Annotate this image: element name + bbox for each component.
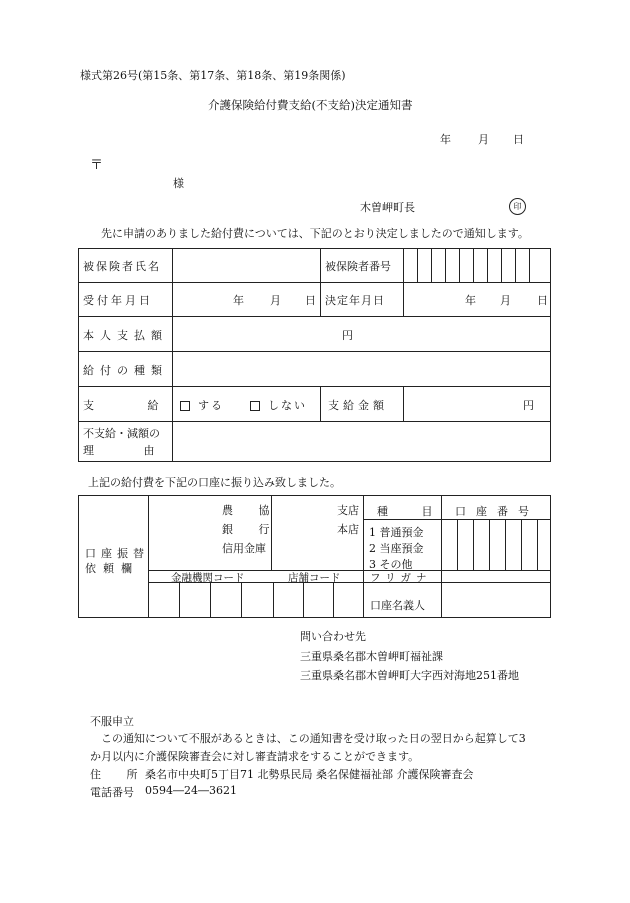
receipt-month: 月 (270, 294, 281, 307)
type-2: 2 当座預金 (369, 542, 424, 555)
branch-code-label: 店舗コード (288, 572, 341, 584)
account-number-header: 口座番号 (455, 505, 539, 518)
receipt-day: 日 (305, 294, 316, 307)
insured-number-label: 被保険者番号 (325, 260, 391, 273)
form-number: 様式第26号(第15条、第17条、第18条、第19条関係) (80, 69, 346, 82)
appeal-phone-label: 電話番号 (90, 786, 134, 799)
contact-address: 三重県桑名郡木曽岬町大字西対海地251番地 (300, 669, 519, 682)
payment-amount-label: 支給金額 (328, 399, 388, 412)
appeal-phone-value: 0594―24―3621 (145, 784, 237, 797)
payment-option-yes[interactable]: する (180, 397, 224, 413)
postal-mark: 〒 (90, 158, 104, 173)
intro-text: 先に申請のありました給付費については、下記のとおり決定しましたので通知します。 (101, 227, 529, 240)
contact-label: 問い合わせ先 (300, 630, 366, 643)
inst-credit: 信用金庫 (222, 542, 266, 555)
row-label-line2: 依頼欄 (85, 562, 139, 575)
date-day: 日 (513, 133, 524, 146)
date-year: 年 (440, 133, 451, 146)
self-payment-label: 本人支払額 (83, 329, 168, 342)
receipt-date-label: 受付年月日 (83, 294, 153, 307)
type-1: 1 普通預金 (369, 526, 424, 539)
decision-month: 月 (500, 294, 511, 307)
payment-label: 支 給 (83, 399, 159, 412)
decision-date-label: 決定年月日 (325, 294, 385, 307)
benefit-type-label: 給付の種類 (83, 364, 168, 377)
decision-day: 日 (537, 294, 548, 307)
payment-amount-yen: 円 (523, 399, 534, 412)
type-header: 種 目 (377, 505, 433, 518)
branch-honten: 本店 (337, 523, 359, 536)
institution-code-label: 金融機関コード (171, 572, 245, 584)
appeal-heading: 不服申立 (90, 715, 134, 728)
self-payment-yen: 円 (342, 329, 353, 342)
checkbox-yes[interactable] (180, 401, 190, 411)
appeal-address-label: 住 所 (90, 768, 138, 781)
decision-year: 年 (465, 294, 476, 307)
branch-shiten: 支店 (337, 504, 359, 517)
contact-office: 三重県桑名郡木曽岬町福祉課 (300, 650, 443, 663)
account-holder-label: 口座名義人 (370, 599, 425, 612)
honorific: 様 (173, 177, 184, 190)
appeal-address-value: 桑名市中央町5丁目71 北勢県民局 桑名保健福祉部 介護保険審査会 (145, 768, 474, 781)
reason-label-line2: 理 由 (83, 444, 155, 457)
payment-option-no[interactable]: しない (250, 397, 307, 413)
receipt-year: 年 (233, 294, 244, 307)
inst-nokyo: 農 協 (222, 504, 270, 517)
row-label-line1: 口座振替 (85, 547, 149, 560)
appeal-text-1: この通知について不服があるときは、この通知書を受け取った日の翌日から起算して3 (101, 732, 526, 745)
furigana-label: フリガナ (370, 572, 432, 584)
checkbox-no[interactable] (250, 401, 260, 411)
seal-stamp: 印 (509, 198, 526, 215)
inst-bank: 銀 行 (222, 523, 270, 536)
appeal-text-2: か月以内に介護保険審査会に対し審査請求をすることができます。 (90, 750, 420, 763)
reason-label-line1: 不支給・減額の (83, 427, 160, 440)
type-3: 3 その他 (369, 558, 413, 571)
transfer-sentence: 上記の給付費を下記の口座に振り込み致しました。 (88, 476, 341, 489)
issuer: 木曽岬町長 (360, 201, 415, 214)
date-month: 月 (478, 133, 489, 146)
page-title: 介護保険給付費支給(不支給)決定通知書 (208, 98, 413, 112)
insured-name-label: 被保険者氏名 (83, 260, 161, 273)
